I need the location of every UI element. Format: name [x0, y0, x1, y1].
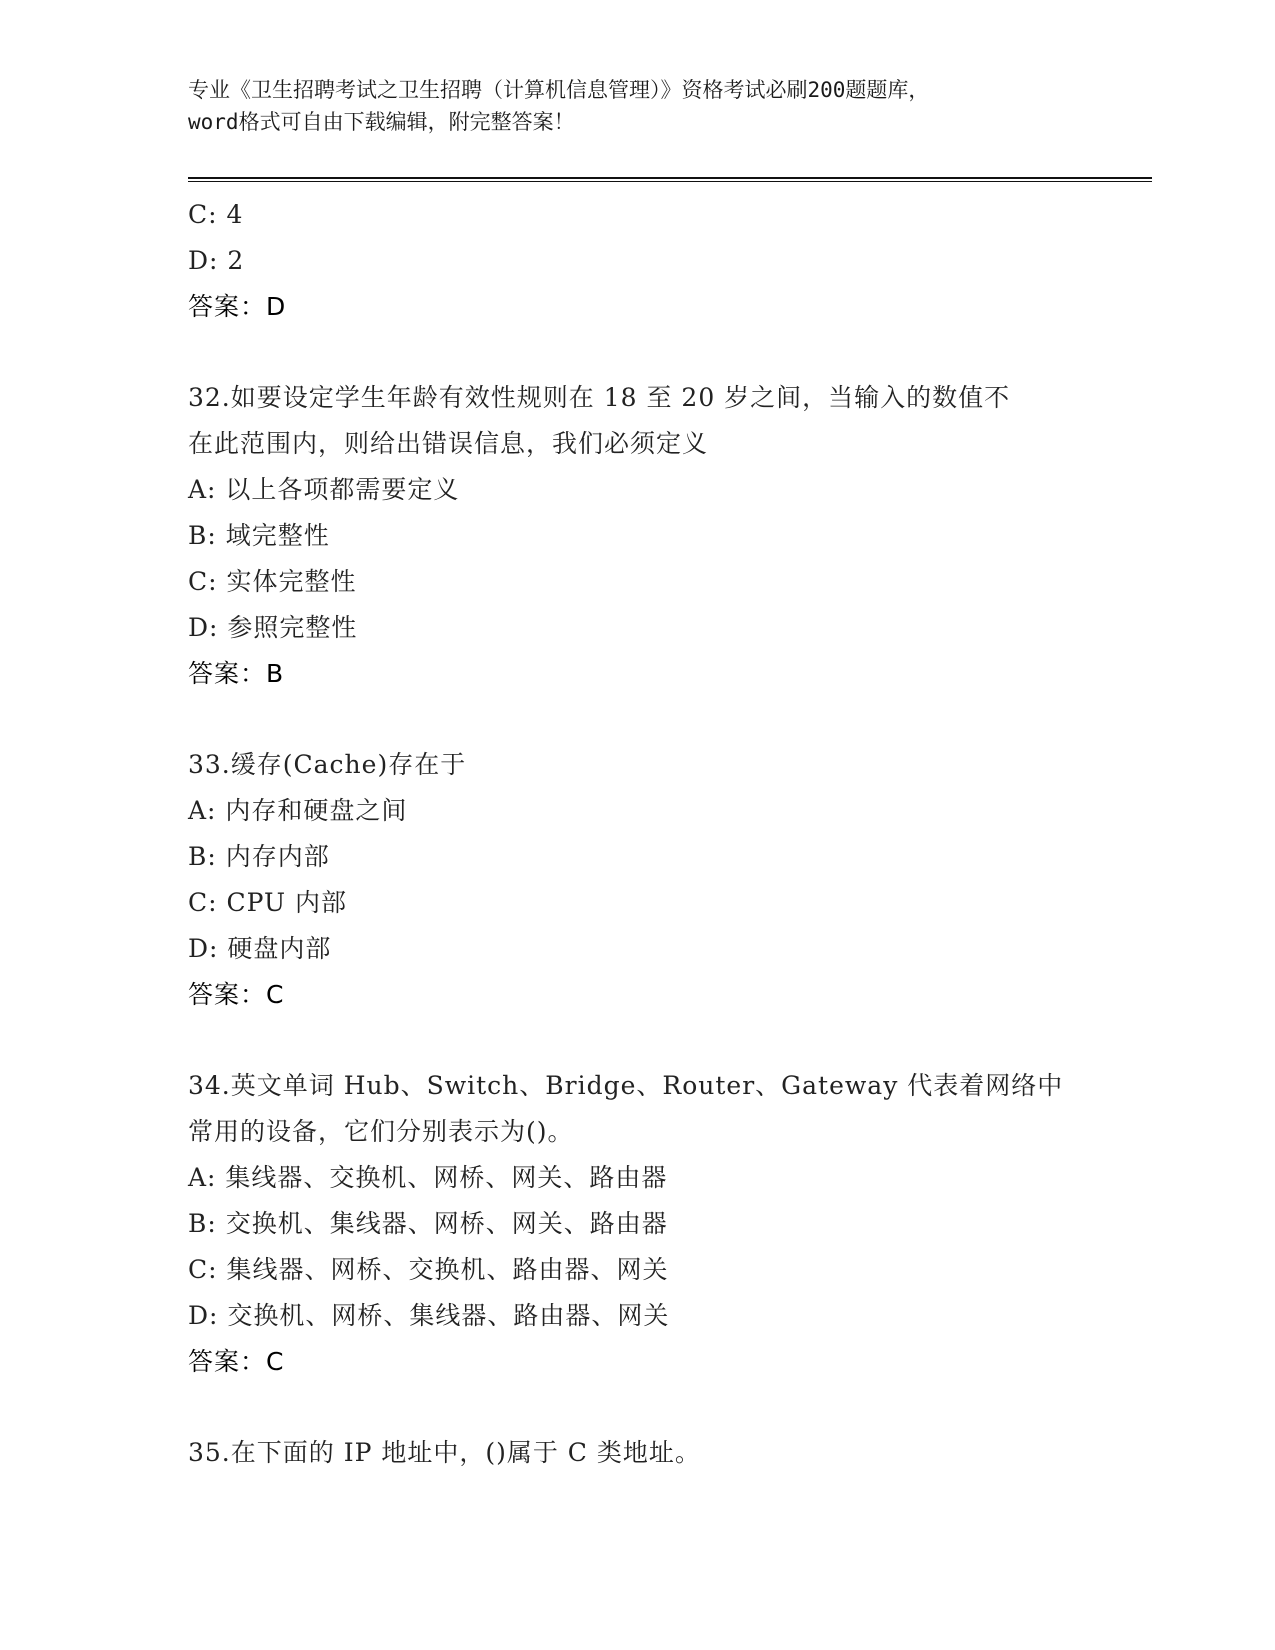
option-c: C: 实体完整性	[188, 567, 357, 596]
option-c: C: 4	[188, 200, 244, 229]
option-a: A: 集线器、交换机、网桥、网关、路由器	[188, 1163, 668, 1192]
question-31-tail	[188, 192, 1088, 330]
option-d: D: 参照完整性	[188, 613, 358, 642]
option-d: D: 交换机、网桥、集线器、路由器、网关	[188, 1301, 670, 1330]
option-b: B: 内存内部	[188, 842, 330, 871]
question-stem: 35.在下面的 IP 地址中，()属于 C 类地址。	[188, 1438, 701, 1467]
option-d: D: 硬盘内部	[188, 934, 332, 963]
spacer	[188, 697, 1088, 742]
answer-label: 答案：D	[188, 292, 287, 321]
option-b: B: 域完整性	[188, 521, 330, 550]
question-stem: 32.如要设定学生年龄有效性规则在 18 至 20 岁之间，当输入的数值不	[188, 383, 1011, 412]
question-stem: 33.缓存(Cache)存在于	[188, 750, 467, 779]
spacer	[188, 1385, 1088, 1430]
option-c: C: CPU 内部	[188, 888, 348, 917]
question-32	[188, 375, 1088, 697]
option-a: A: 内存和硬盘之间	[188, 796, 408, 825]
option-a: A: 以上各项都需要定义	[188, 475, 460, 504]
option-c: C: 集线器、网桥、交换机、路由器、网关	[188, 1255, 669, 1284]
spacer	[188, 1018, 1088, 1063]
spacer	[188, 330, 1088, 375]
option-b: B: 交换机、集线器、网桥、网关、路由器	[188, 1209, 668, 1238]
header-line-2: word格式可自由下载编辑，附完整答案！	[188, 110, 575, 134]
document-header	[188, 74, 1088, 138]
question-34	[188, 1063, 1088, 1385]
answer-label: 答案：C	[188, 1347, 285, 1376]
question-stem: 34.英文单词 Hub、Switch、Bridge、Router、Gateway 代表着网络中	[188, 1071, 1064, 1100]
question-stem: 常用的设备，它们分别表示为()。	[188, 1117, 574, 1146]
document-body	[188, 192, 1088, 1476]
header-divider	[188, 177, 1152, 182]
answer-label: 答案：B	[188, 659, 285, 688]
answer-label: 答案：C	[188, 980, 285, 1009]
question-33	[188, 742, 1088, 1018]
option-d: D: 2	[188, 246, 245, 275]
question-stem: 在此范围内，则给出错误信息，我们必须定义	[188, 429, 709, 458]
question-35	[188, 1430, 1088, 1476]
header-line-1: 专业《卫生招聘考试之卫生招聘（计算机信息管理）》资格考试必刷200题题库，	[188, 78, 930, 102]
